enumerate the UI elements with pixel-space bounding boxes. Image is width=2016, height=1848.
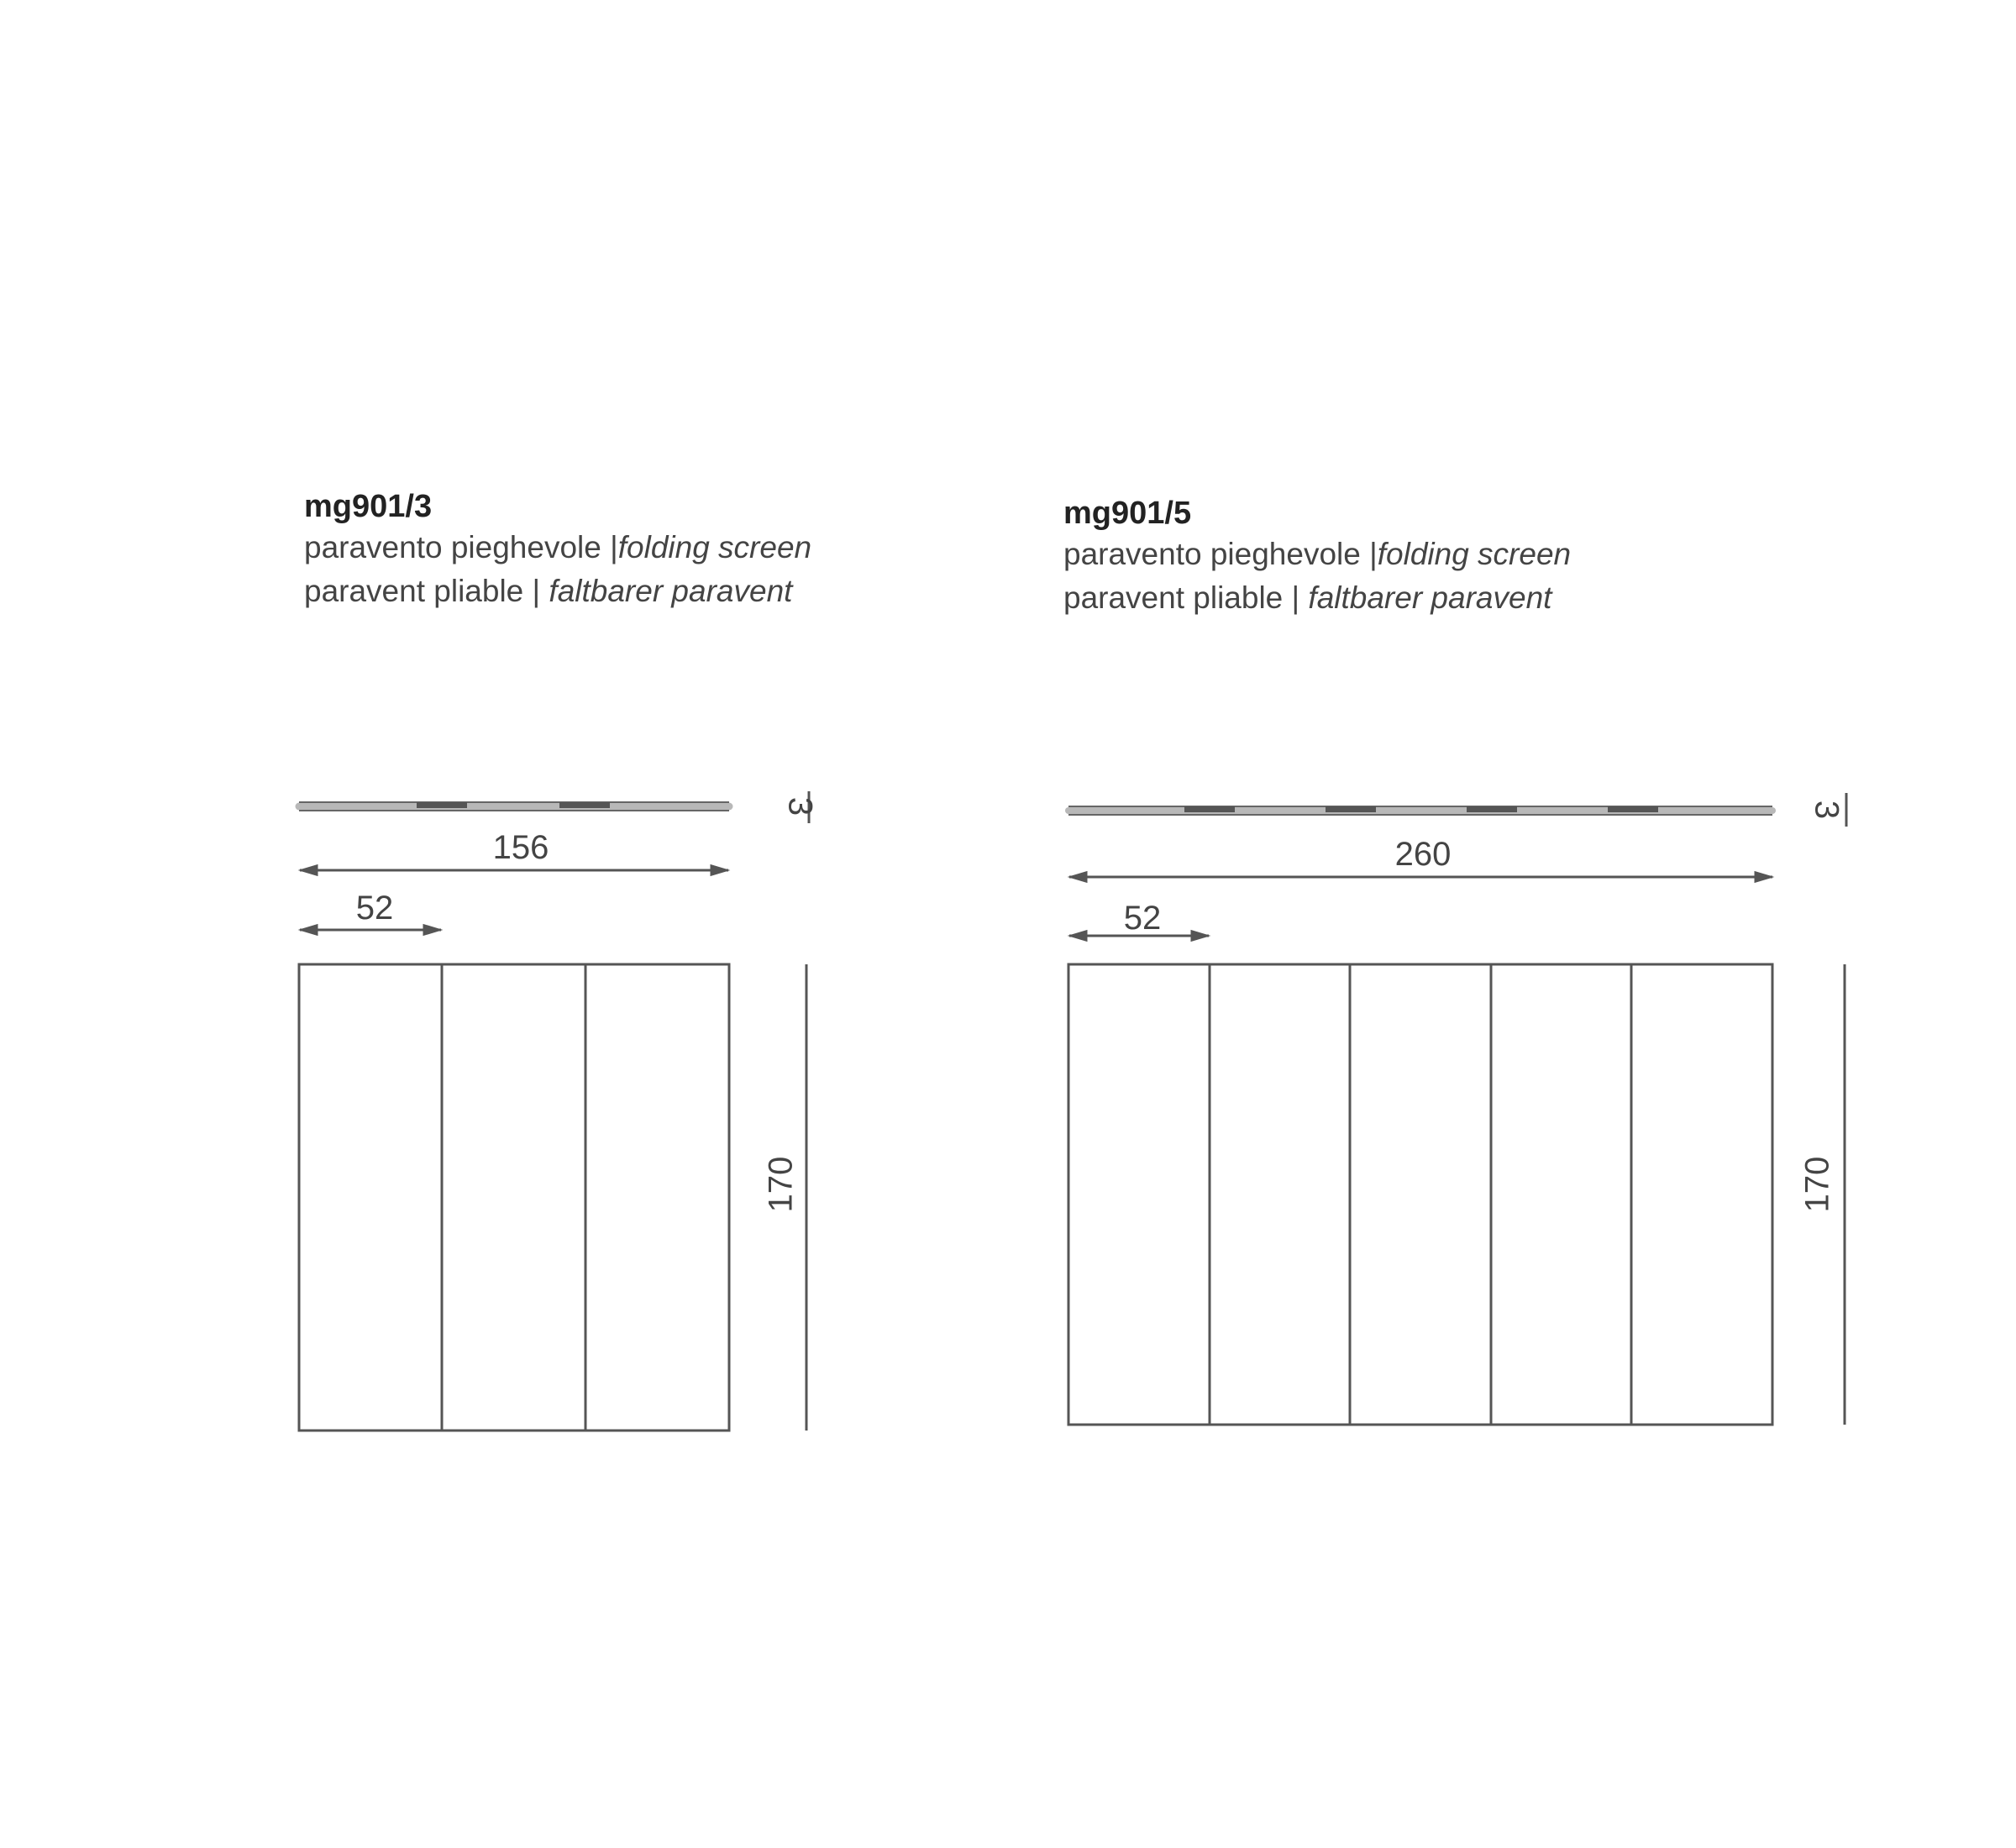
desc-french: paravent pliable <box>304 574 524 608</box>
product-code: mg901/3 <box>304 489 433 524</box>
desc-french: paravent pliable <box>1063 580 1284 615</box>
desc-separator: | <box>1283 580 1309 615</box>
product-code: mg901/5 <box>1063 496 1192 531</box>
panel-width-label: 52 <box>355 890 394 927</box>
product-a-drawing <box>299 791 818 1431</box>
desc-english: folding screen <box>1377 537 1572 571</box>
hinge <box>1326 806 1376 812</box>
hinge <box>1608 806 1658 812</box>
desc-italian: paravento pieghevole <box>304 530 601 564</box>
hinge <box>1467 806 1517 812</box>
desc-german: faltbarer paravent <box>549 574 793 608</box>
depth-dimension-label: 3 <box>1808 800 1845 820</box>
desc-italian: paravento pieghevole <box>1063 537 1361 571</box>
panel-width-label: 52 <box>1123 900 1162 937</box>
total-width-label: 156 <box>492 829 549 866</box>
desc-english: folding screen <box>617 530 812 564</box>
hinge <box>559 802 610 808</box>
desc-separator: | <box>1360 537 1378 571</box>
elevation-outline <box>299 964 729 1431</box>
hinge <box>1184 806 1235 812</box>
total-width-label: 260 <box>1394 836 1452 873</box>
elevation-outline <box>1068 964 1772 1425</box>
product-b-drawing <box>1068 793 1846 1425</box>
height-dimension-label: 170 <box>1798 1156 1836 1213</box>
height-dimension-label: 170 <box>762 1156 800 1213</box>
hinge <box>417 802 467 808</box>
desc-german: faltbarer paravent <box>1308 580 1552 615</box>
desc-separator: | <box>523 574 549 608</box>
depth-dimension-label: 3 <box>781 796 819 816</box>
desc-separator: | <box>601 530 618 564</box>
